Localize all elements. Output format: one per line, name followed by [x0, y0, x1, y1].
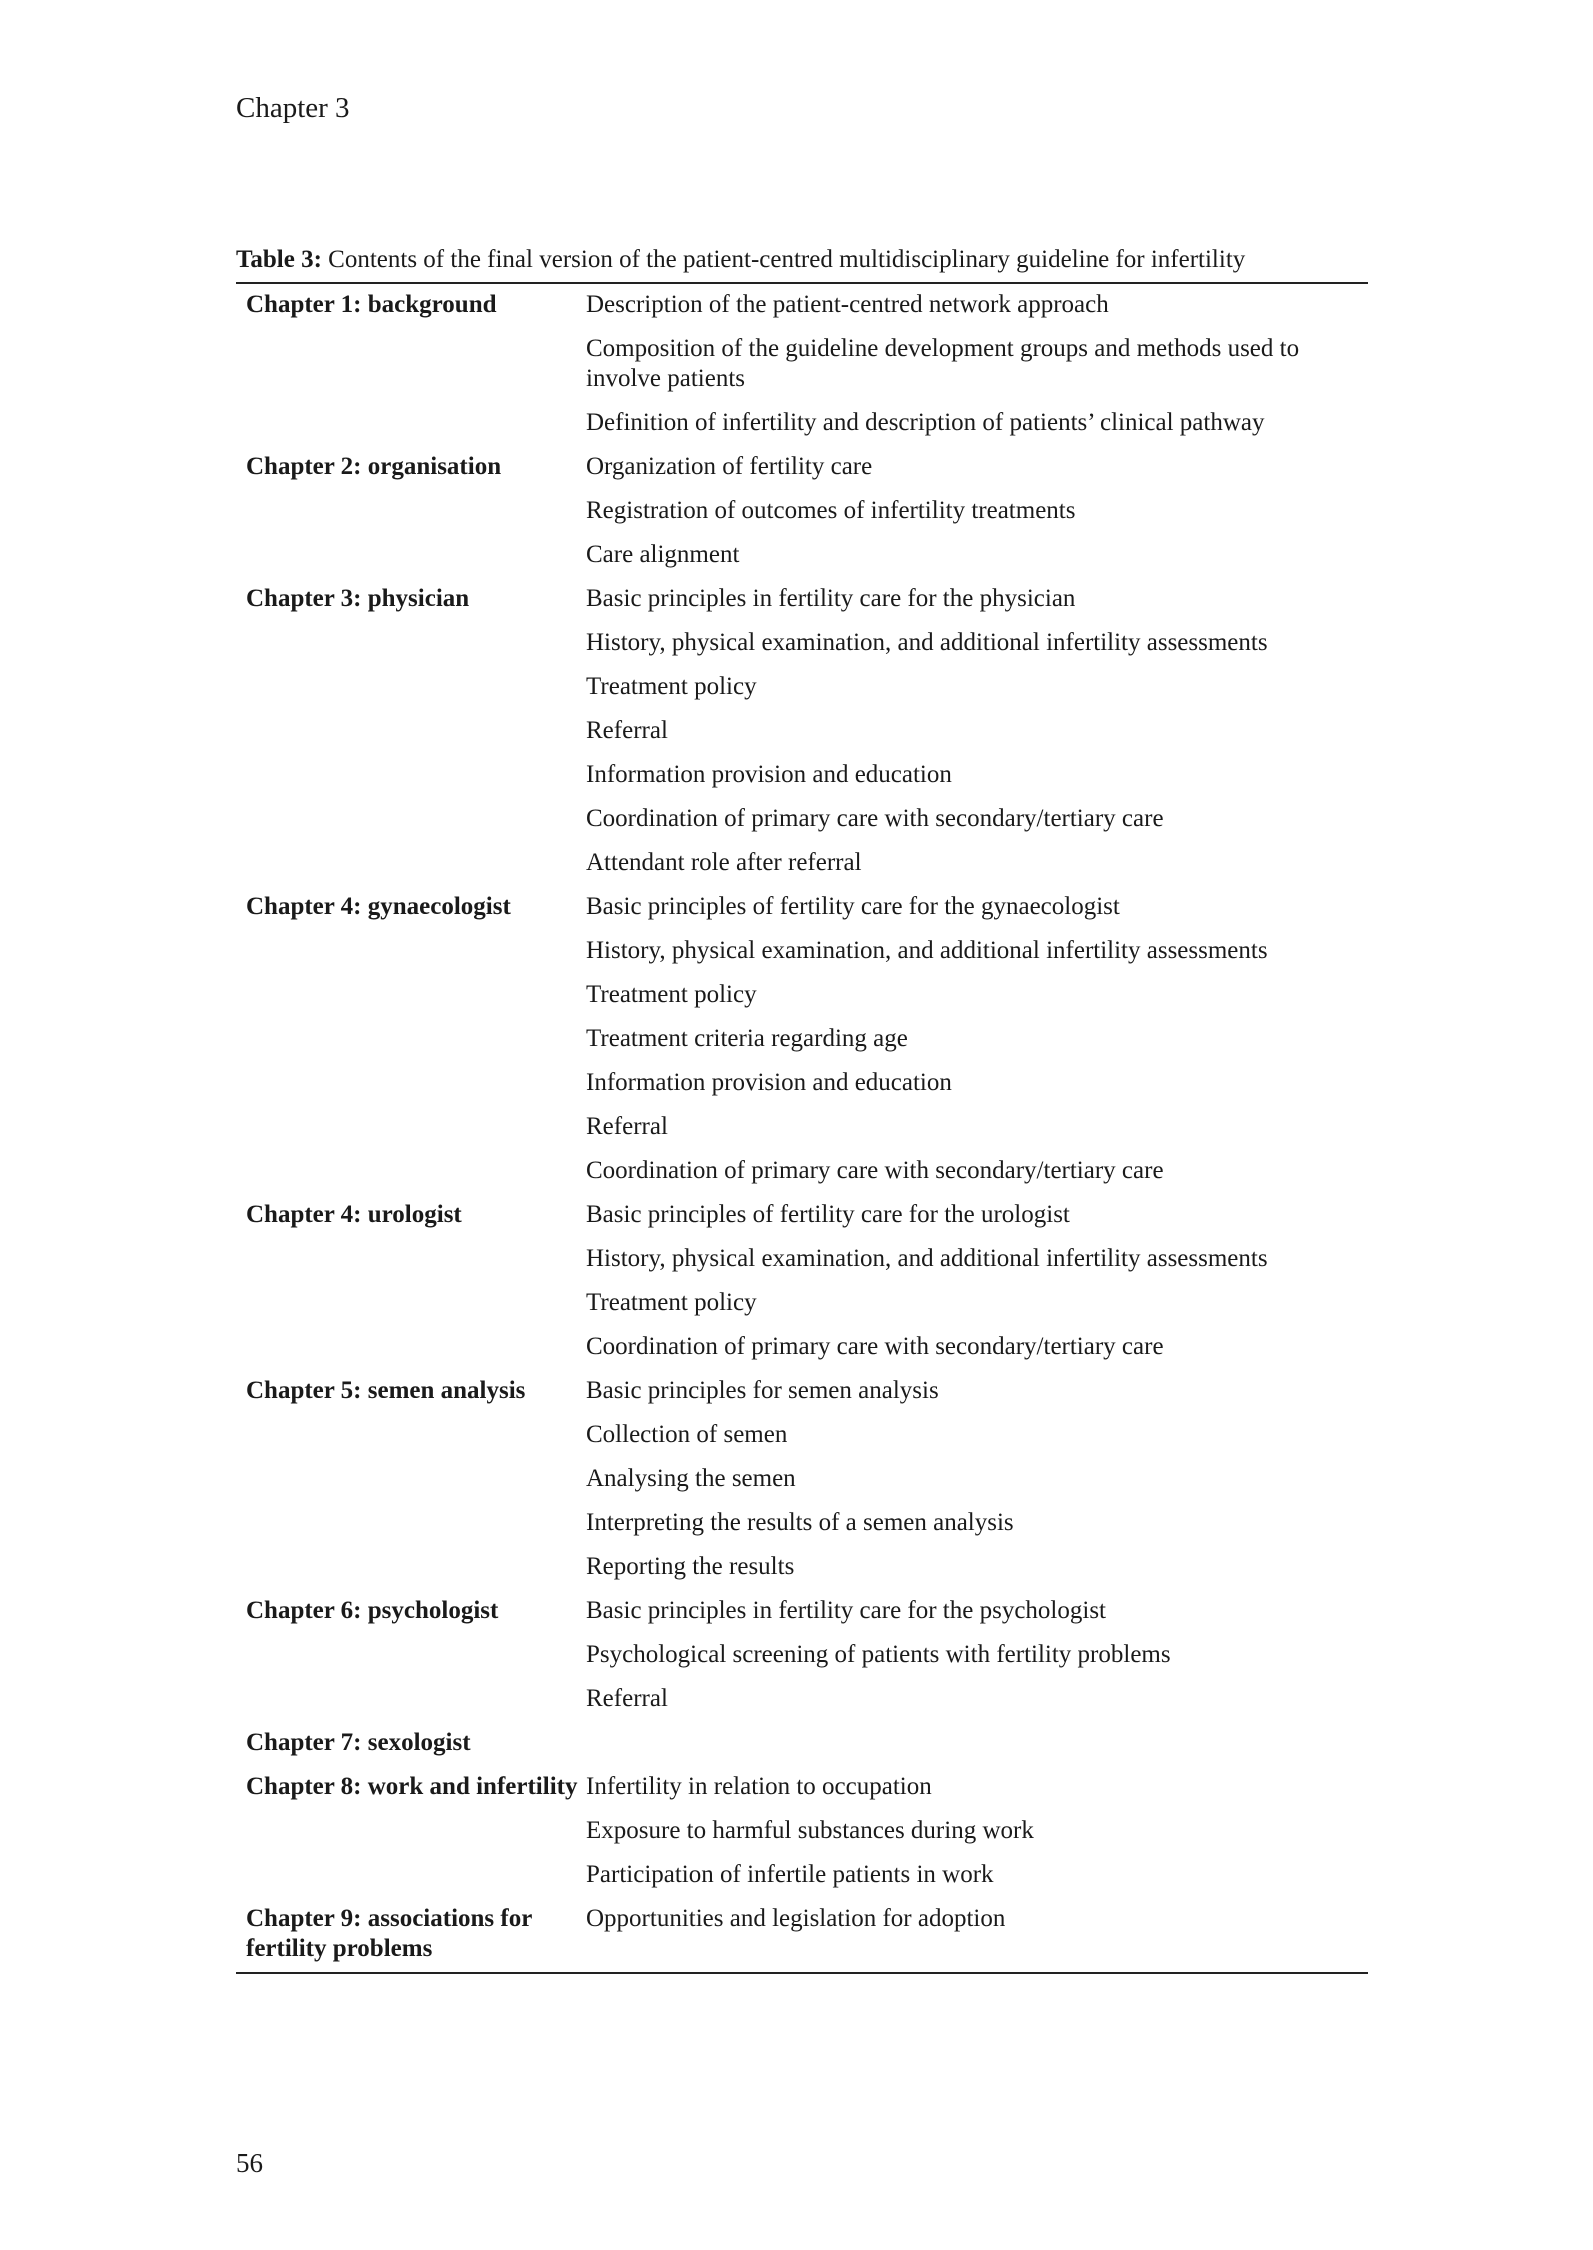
table-caption-text: Contents of the final version of the patient-centred multidisciplinary guideline for infertility [321, 246, 1246, 273]
topic-cell: Basic principles of fertility care for the urologist [586, 1201, 1070, 1228]
chapter-cell: Chapter 2: organisation [246, 453, 502, 480]
chapter-cell [236, 1634, 586, 1678]
chapter-cell [236, 1238, 586, 1282]
table-row [236, 1150, 1368, 1194]
chapter-cell: Chapter 9: associations for fertility problems [246, 1905, 532, 1962]
running-head: Chapter 3 [236, 92, 350, 124]
table-row [236, 1634, 1368, 1678]
chapter-cell [236, 1678, 586, 1722]
topic-cell: Basic principles in fertility care for the physician [586, 585, 1076, 612]
table-row [236, 1238, 1368, 1282]
chapter-cell [236, 1414, 586, 1458]
table-row [236, 534, 1368, 578]
table-row [236, 710, 1368, 754]
topic-cell [586, 1722, 1368, 1766]
chapter-cell: Chapter 4: gynaecologist [246, 893, 511, 920]
table-row [236, 930, 1368, 974]
topic-cell: Information provision and education [586, 761, 952, 788]
chapter-cell [236, 622, 586, 666]
chapter-cell: Chapter 1: background [246, 291, 497, 318]
topic-cell: Treatment policy [586, 1289, 757, 1316]
table-row [236, 328, 1368, 402]
chapter-cell [236, 1282, 586, 1326]
table-row [236, 1458, 1368, 1502]
chapter-cell [236, 1326, 586, 1370]
topic-cell: History, physical examination, and additional infertility assessments [586, 629, 1268, 656]
chapter-cell [236, 974, 586, 1018]
table-row [236, 402, 1368, 446]
topic-cell: Composition of the guideline development groups and methods used to involve patients [586, 335, 1300, 392]
chapter-cell [236, 1458, 586, 1502]
table-row [236, 1194, 1368, 1238]
topic-cell: Analysing the semen [586, 1465, 796, 1492]
topic-cell: Definition of infertility and description of patients’ clinical pathway [586, 409, 1265, 436]
topic-cell: History, physical examination, and additional infertility assessments [586, 937, 1268, 964]
table-row [236, 798, 1368, 842]
topic-cell: Participation of infertile patients in work [586, 1861, 994, 1888]
chapter-cell: Chapter 4: urologist [246, 1201, 462, 1228]
topic-cell: Treatment criteria regarding age [586, 1025, 908, 1052]
chapter-cell [236, 402, 586, 446]
chapter-cell [236, 842, 586, 886]
table-row [236, 1018, 1368, 1062]
topic-cell: Infertility in relation to occupation [586, 1773, 932, 1800]
table-row [236, 1370, 1368, 1414]
topic-cell: Description of the patient-centred network approach [586, 291, 1109, 318]
chapter-cell [236, 1018, 586, 1062]
guideline-contents-table [236, 282, 1368, 1974]
chapter-cell: Chapter 8: work and infertility [246, 1773, 578, 1800]
table-row [236, 1502, 1368, 1546]
table-body [236, 283, 1368, 1973]
chapter-cell [236, 1062, 586, 1106]
topic-cell: Exposure to harmful substances during work [586, 1817, 1034, 1844]
topic-cell: Basic principles for semen analysis [586, 1377, 939, 1404]
chapter-cell: Chapter 6: psychologist [246, 1597, 499, 1624]
table-caption [236, 244, 1368, 276]
table-row [236, 1062, 1368, 1106]
chapter-cell [236, 1150, 586, 1194]
table-container [236, 244, 1368, 1974]
topic-cell: Coordination of primary care with secondary/tertiary care [586, 805, 1164, 832]
topic-cell: Psychological screening of patients with fertility problems [586, 1641, 1171, 1668]
topic-cell: Referral [586, 1113, 668, 1140]
table-row [236, 1590, 1368, 1634]
topic-cell: History, physical examination, and additional infertility assessments [586, 1245, 1268, 1272]
topic-cell: Registration of outcomes of infertility treatments [586, 497, 1076, 524]
chapter-cell [236, 534, 586, 578]
topic-cell: Basic principles in fertility care for the psychologist [586, 1597, 1106, 1624]
table-row [236, 1326, 1368, 1370]
topic-cell: Information provision and education [586, 1069, 952, 1096]
topic-cell: Treatment policy [586, 673, 757, 700]
chapter-cell: Chapter 7: sexologist [246, 1729, 471, 1756]
topic-cell: Coordination of primary care with secondary/tertiary care [586, 1157, 1164, 1184]
chapter-cell [236, 798, 586, 842]
topic-cell: Attendant role after referral [586, 849, 862, 876]
table-row [236, 754, 1368, 798]
table-row [236, 666, 1368, 710]
table-caption-label: Table 3: [236, 246, 322, 273]
topic-cell: Organization of fertility care [586, 453, 873, 480]
chapter-cell [236, 710, 586, 754]
table-row [236, 578, 1368, 622]
chapter-cell [236, 328, 586, 402]
table-row [236, 1722, 1368, 1766]
topic-cell: Reporting the results [586, 1553, 795, 1580]
table-row [236, 1546, 1368, 1590]
chapter-cell [236, 1546, 586, 1590]
table-row [236, 886, 1368, 930]
chapter-cell [236, 754, 586, 798]
chapter-cell [236, 930, 586, 974]
topic-cell: Basic principles of fertility care for the gynaecologist [586, 893, 1120, 920]
table-row [236, 283, 1368, 328]
topic-cell: Care alignment [586, 541, 740, 568]
chapter-cell [236, 1502, 586, 1546]
table-row [236, 842, 1368, 886]
topic-cell: Referral [586, 717, 668, 744]
topic-cell: Coordination of primary care with secondary/tertiary care [586, 1333, 1164, 1360]
chapter-cell: Chapter 5: semen analysis [246, 1377, 526, 1404]
topic-cell: Opportunities and legislation for adoption [586, 1905, 1006, 1932]
table-row [236, 490, 1368, 534]
topic-cell: Collection of semen [586, 1421, 788, 1448]
table-row [236, 446, 1368, 490]
chapter-cell [236, 1854, 586, 1898]
table-row [236, 622, 1368, 666]
topic-cell: Interpreting the results of a semen analysis [586, 1509, 1014, 1536]
table-row [236, 1898, 1368, 1973]
table-row [236, 1106, 1368, 1150]
chapter-cell: Chapter 3: physician [246, 585, 470, 612]
chapter-cell [236, 1106, 586, 1150]
chapter-cell [236, 666, 586, 710]
table-row [236, 1854, 1368, 1898]
table-row [236, 1282, 1368, 1326]
table-row [236, 1678, 1368, 1722]
table-row [236, 1414, 1368, 1458]
table-row [236, 1766, 1368, 1810]
topic-cell: Treatment policy [586, 981, 757, 1008]
chapter-cell [236, 490, 586, 534]
page-number: 56 [236, 2148, 263, 2178]
table-row [236, 974, 1368, 1018]
topic-cell: Referral [586, 1685, 668, 1712]
